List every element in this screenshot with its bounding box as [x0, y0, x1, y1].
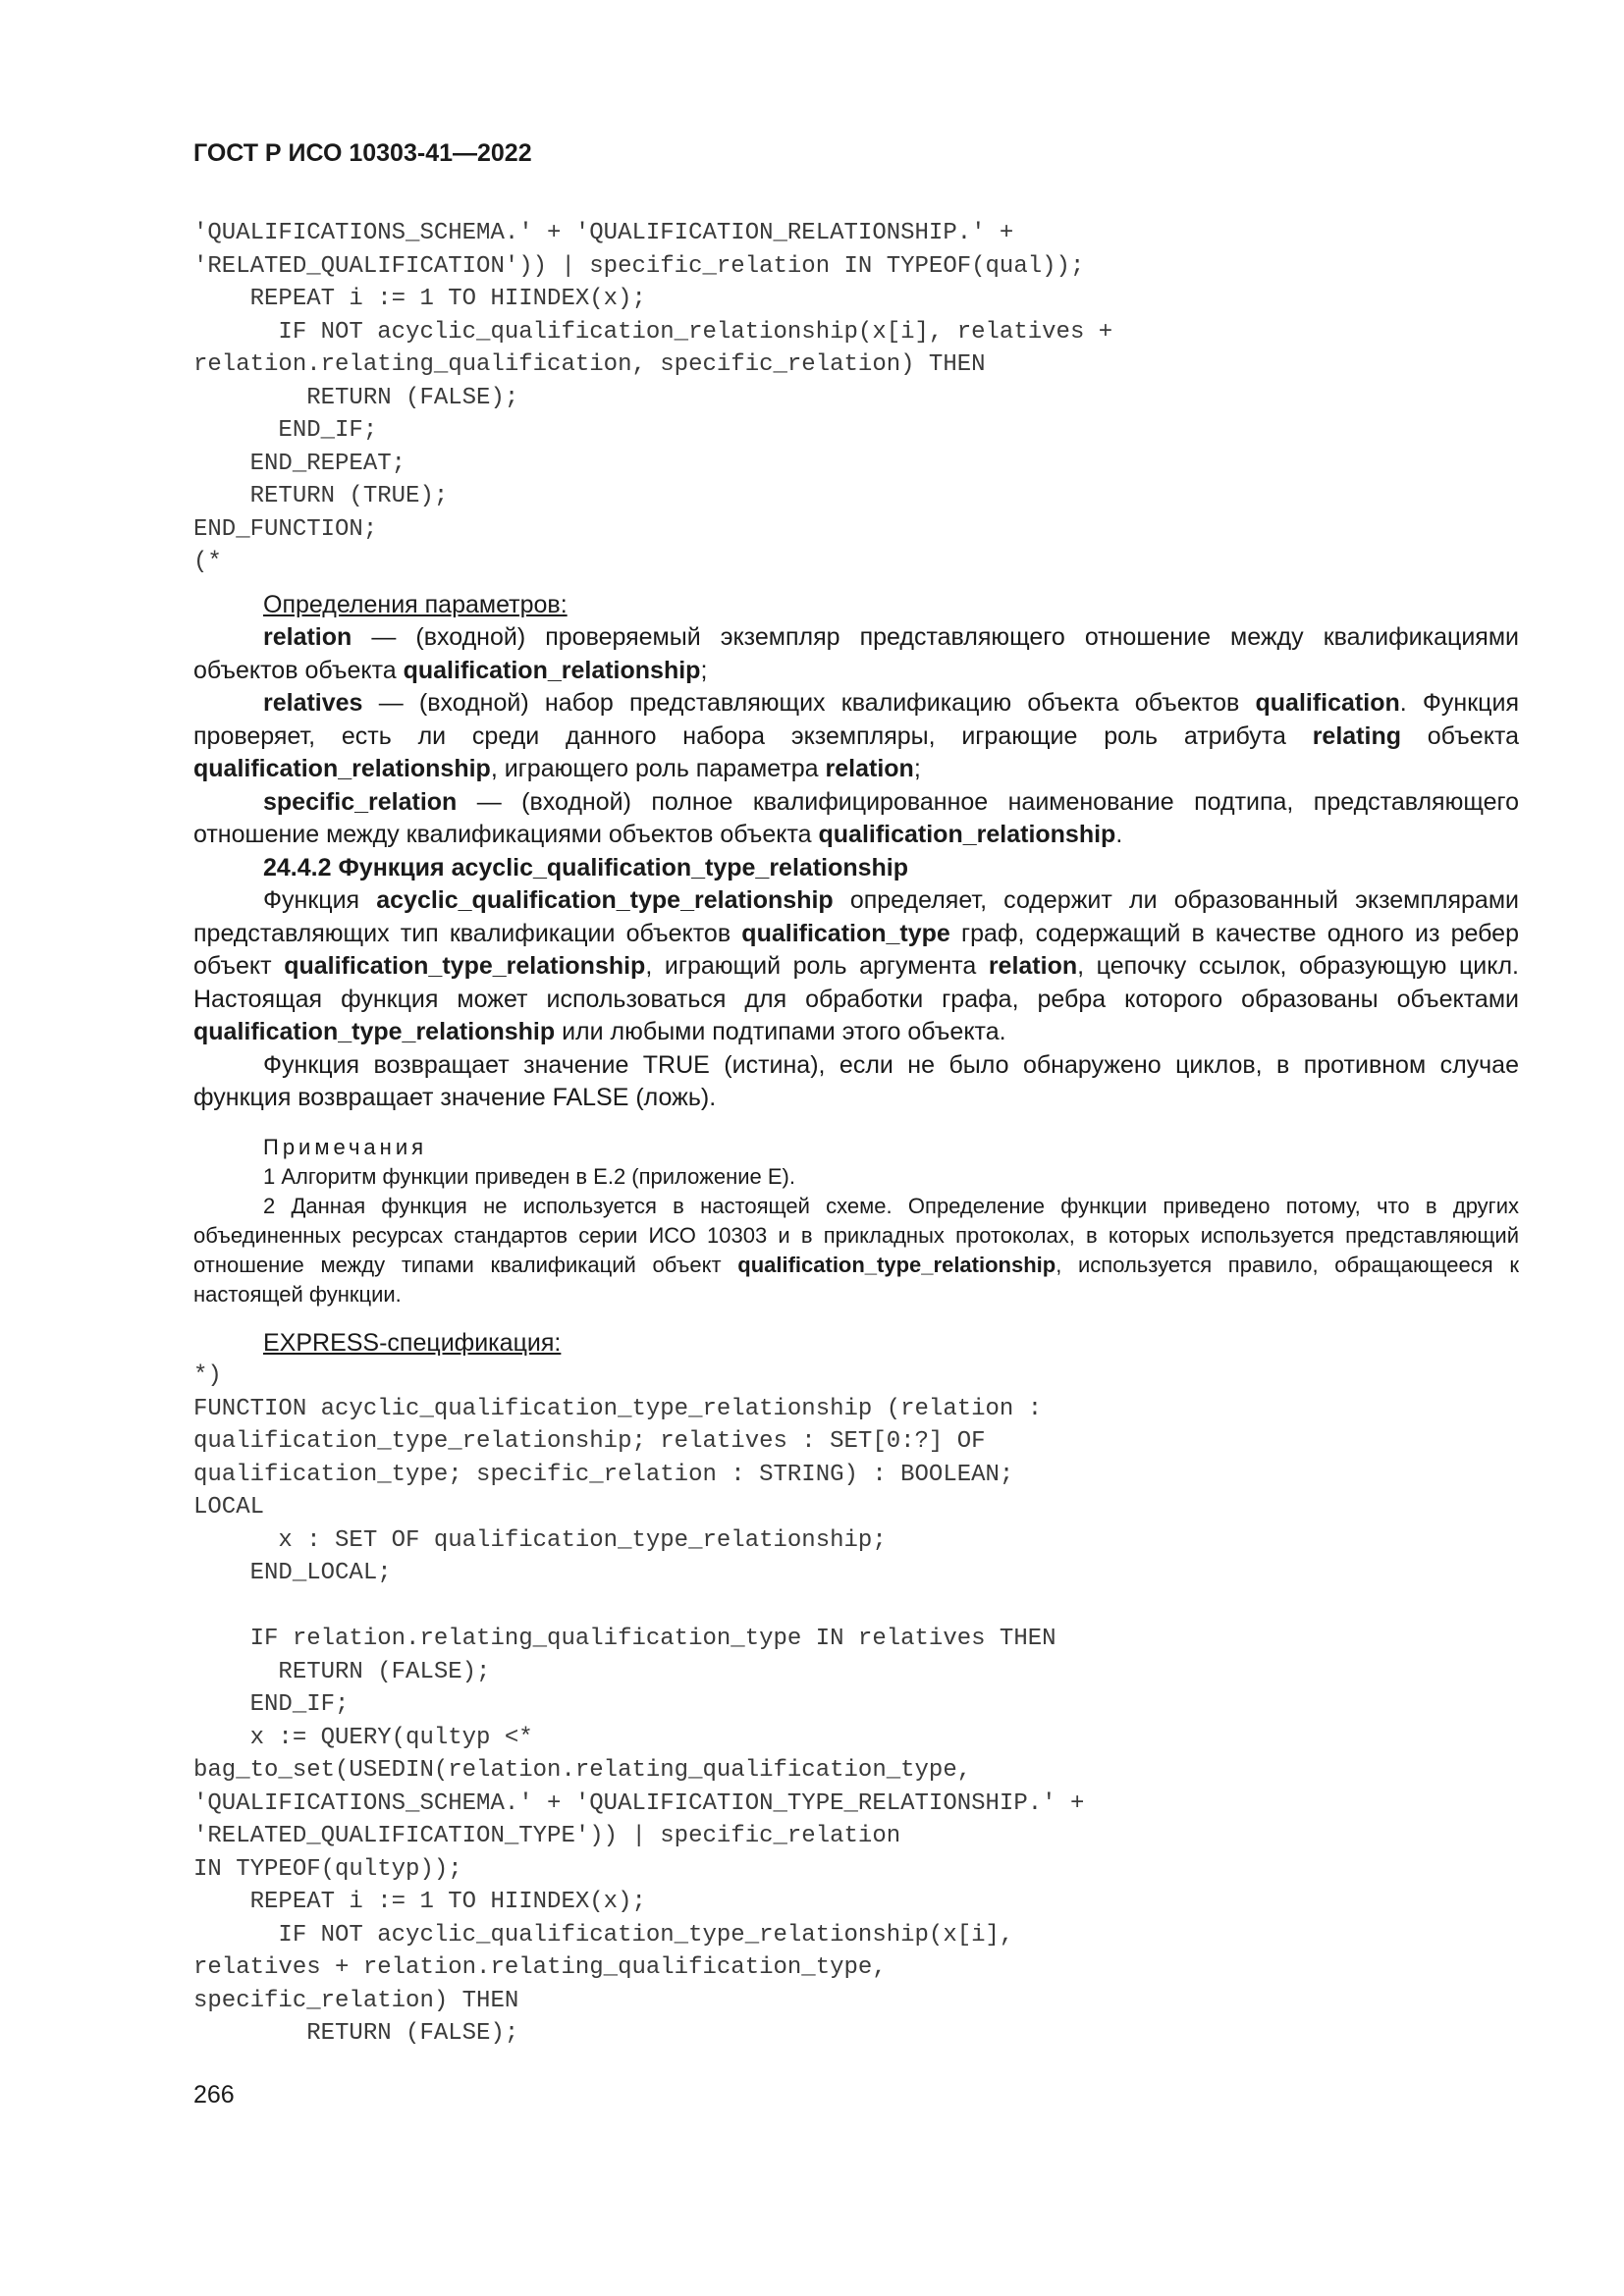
param-text: — (входной) набор представляющих квалификацию объекта объектов: [362, 689, 1256, 717]
express-heading: [193, 1327, 1519, 1361]
param-relation: [193, 621, 1519, 687]
param-specific-relation: [193, 786, 1519, 852]
param-text: ;: [913, 755, 921, 782]
text-run: Функция: [263, 886, 377, 914]
entity-name: acyclic_qualification_type_relationship: [376, 886, 834, 914]
note-2: [193, 1192, 1519, 1309]
express-heading-text: EXPRESS-спецификация:: [263, 1328, 562, 1357]
entity-name: relation: [988, 952, 1078, 980]
param-text: ;: [700, 656, 708, 684]
text-run: , играющий роль аргумента: [645, 952, 989, 980]
entity-name: relating: [1312, 721, 1401, 750]
section-paragraph-1: [193, 884, 1519, 1049]
entity-name: qualification_type_relationship: [193, 1018, 556, 1045]
param-text: , играющего роль параметра: [490, 755, 826, 782]
entity-name: qualification_type_relationship: [737, 1252, 1056, 1277]
document-header: ГОСТ Р ИСО 10303-41—2022: [193, 139, 532, 167]
note-1: 1 Алгоритм функции приведен в E.2 (приложение E).: [263, 1163, 795, 1189]
entity-name: qualification_relationship: [193, 755, 491, 782]
entity-name: qualification_type: [741, 919, 950, 947]
text-run: , цепочку ссылок, образующую цикл. Настоящая функция может использоваться для обработки графа, ребра которого образованы объектами: [193, 952, 1519, 1013]
param-name: specific_relation: [263, 787, 458, 816]
entity-name: qualification: [1255, 689, 1400, 717]
entity-name: qualification_relationship: [818, 821, 1116, 848]
express-code-block-2: *) FUNCTION acyclic_qualification_type_relationship (relation : qualification_type_relationship; relatives : SET[0:?] OF qualification_type; specific_relation : STRING) : BOOLEAN; LOCAL x : SET OF qualification_type_relationship; END_LOCAL; IF relation.relating_qualification_type IN relatives THEN RETURN (FALSE); END_IF; x := QUERY(qultyp <* bag_to_set(USEDIN(relation.relating_qualification_type, 'QUALIFICATIONS_SCHEMA.' + 'QUALIFICATION_TYPE_RELATIONSHIP.' + 'RELATED_QUALIFICATION_TYPE')) | specific_relation IN TYPEOF(qultyp)); REPEAT i := 1 TO HIINDEX(x); IF NOT acyclic_qualification_type_relationship(x[i], relatives + relation.relating_qualification_type, specific_relation) THEN RETURN (FALSE);: [193, 1362, 1085, 2047]
params-heading: [193, 589, 1519, 622]
section-paragraph-2: Функция возвращает значение TRUE (истина), если не было обнаружено циклов, в противном случае функция возвращает значение FALSE (ложь).: [193, 1050, 1519, 1111]
text-run: или любыми подтипами этого объекта.: [555, 1018, 1006, 1045]
param-text: . Функция проверяет, есть ли среди данного набора экземпляры, играющие роль атрибута: [193, 689, 1519, 750]
entity-name: qualification_relationship: [403, 656, 701, 684]
express-code-block-1: 'QUALIFICATIONS_SCHEMA.' + 'QUALIFICATION_RELATIONSHIP.' + 'RELATED_QUALIFICATION')) | specific_relation IN TYPEOF(qual)); REPEAT i := 1 TO HIINDEX(x); IF NOT acyclic_qualification_relationship(x[i], relatives + relation.relating_qualification, specific_relation) THEN RETURN (FALSE); END_IF; END_REPEAT; RETURN (TRUE); END_FUNCTION; (*: [193, 220, 1113, 575]
section-heading: 24.4.2 Функция acyclic_qualification_type_relationship: [263, 853, 909, 881]
notes-title: Примечания: [263, 1134, 428, 1159]
param-text: .: [1115, 821, 1123, 848]
entity-name: qualification_type_relationship: [284, 952, 646, 980]
text-run: , используется правило, обращающееся к настоящей функции.: [193, 1252, 1520, 1307]
text-run: граф, содержащий в качестве одного из ребер объект: [193, 919, 1519, 980]
param-text: — (входной) полное квалифицированное наименование подтипа, представляющего отношение между квалификациями объектов объекта: [193, 787, 1519, 848]
page-number: 266: [193, 2081, 235, 2109]
param-text: объекта: [1400, 721, 1519, 750]
entity-name: relation: [825, 755, 914, 782]
param-relatives: [193, 687, 1519, 786]
param-name: relatives: [263, 689, 363, 717]
params-heading-text: Определения параметров:: [263, 590, 568, 618]
text-run: 2 Данная функция не используется в настоящей схеме. Определение функции приведено потому, что в других объединенных ресурсах стандартов серии ИСО 10303 и в прикладных протоколах, в которых используется представляющий отношение между типами квалификаций объект: [193, 1193, 1519, 1277]
param-name: relation: [263, 623, 352, 651]
document-page: [193, 137, 1519, 2051]
text-run: определяет, содержит ли образованный экземплярами представляющих тип квалификации объектов: [193, 886, 1519, 947]
param-text: — (входной) проверяемый экземпляр представляющего отношение между квалификациями объектов объекта: [193, 623, 1519, 684]
